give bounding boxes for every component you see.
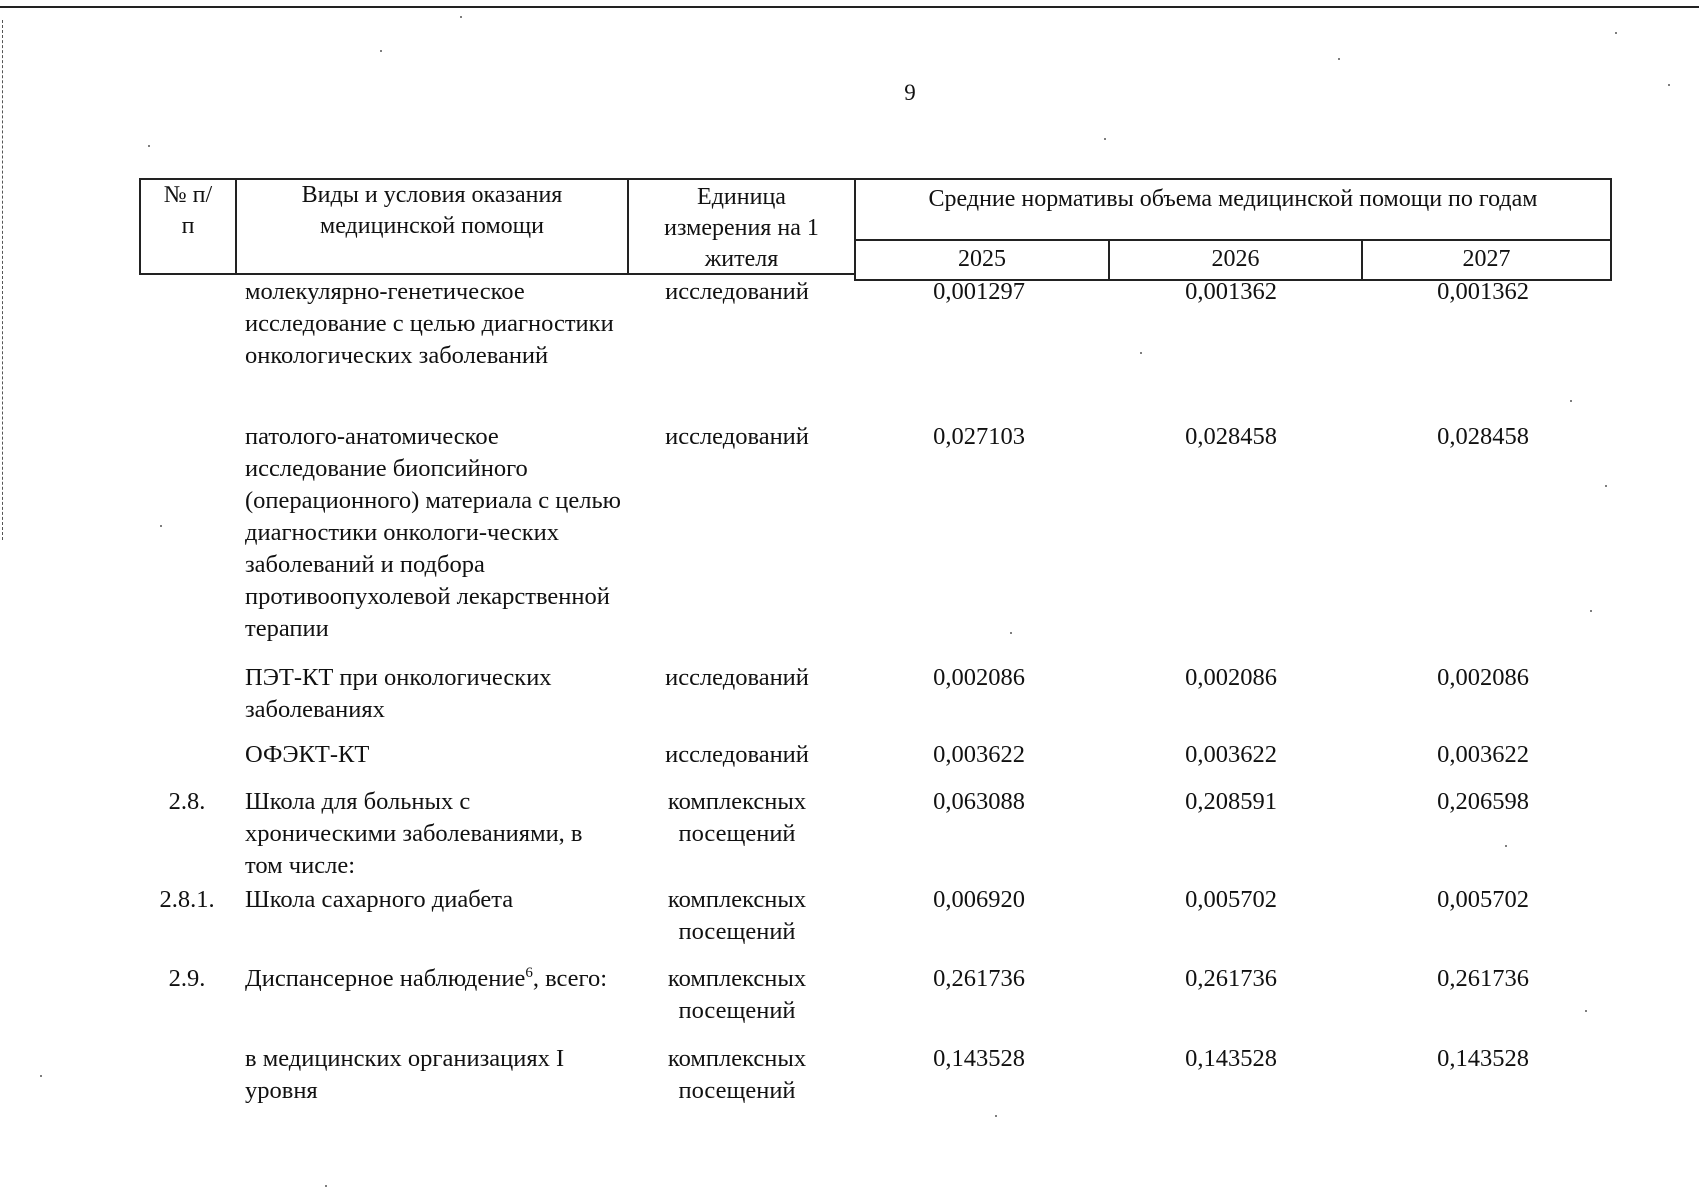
row-value-2025: 0,063088 xyxy=(933,788,1025,815)
header-vline xyxy=(235,178,237,275)
row-unit: комплексных посещений xyxy=(667,965,807,1024)
row-value-2027: 0,206598 xyxy=(1437,788,1529,815)
header-num: № п/п xyxy=(163,182,213,239)
row-unit: комплексных посещений xyxy=(667,788,807,847)
row-value-2027: 0,001362 xyxy=(1437,278,1529,305)
scan-speckle xyxy=(325,1185,327,1187)
row-num: 2.9. xyxy=(168,965,206,992)
row-name: молекулярно-генетическое исследование с целью диагностики онкологических заболеваний xyxy=(245,278,614,369)
header-vline xyxy=(1108,240,1110,281)
row-value-2026: 0,001362 xyxy=(1185,278,1277,305)
row-name-text: Диспансерное наблюдение xyxy=(245,965,526,992)
scan-speckle xyxy=(160,525,162,527)
header-year-2025: 2025 xyxy=(958,246,1006,272)
scan-speckle xyxy=(1505,845,1507,847)
row-value-2026: 0,208591 xyxy=(1185,788,1277,815)
scan-speckle xyxy=(1338,58,1340,60)
row-value-2027: 0,261736 xyxy=(1437,965,1529,992)
scan-speckle xyxy=(1570,400,1572,402)
scan-speckle xyxy=(1585,1010,1587,1012)
row-unit: исследований xyxy=(665,741,809,768)
row-name: Школа для больных с хроническими заболеваниями, в том числе: xyxy=(245,788,583,879)
row-name: ОФЭКТ-КТ xyxy=(245,741,370,768)
row-unit: исследований xyxy=(665,278,809,305)
scan-speckle xyxy=(148,145,150,147)
row-value-2025: 0,003622 xyxy=(933,741,1025,768)
header-name: Виды и условия оказания медицинской помощи xyxy=(301,182,563,239)
row-unit: комплексных посещений xyxy=(667,886,807,945)
scan-speckle xyxy=(1140,352,1142,354)
row-num: 2.8. xyxy=(168,788,206,815)
scan-speckle xyxy=(40,1075,42,1077)
row-value-2027: 0,002086 xyxy=(1437,664,1529,691)
scan-speckle xyxy=(1605,485,1607,487)
scan-speckle xyxy=(460,16,462,18)
row-value-2025: 0,261736 xyxy=(933,965,1025,992)
row-value-2026: 0,143528 xyxy=(1185,1045,1277,1072)
scan-speckle xyxy=(995,1115,997,1117)
row-value-2025: 0,006920 xyxy=(933,886,1025,913)
row-value-2026: 0,002086 xyxy=(1185,664,1277,691)
row-unit: комплексных посещений xyxy=(667,1045,807,1104)
scan-speckle xyxy=(1104,138,1106,140)
header-vline xyxy=(854,178,856,281)
table-header xyxy=(139,178,1612,275)
page-number: 9 xyxy=(904,80,916,105)
header-vline xyxy=(1361,240,1363,281)
row-value-2027: 0,028458 xyxy=(1437,423,1529,450)
row-value-2025: 0,001297 xyxy=(933,278,1025,305)
header-year-2026: 2026 xyxy=(1211,246,1260,272)
row-value-2026: 0,028458 xyxy=(1185,423,1277,450)
row-value-2027: 0,003622 xyxy=(1437,741,1529,768)
row-unit: исследований xyxy=(665,423,809,450)
row-unit: исследований xyxy=(665,664,809,691)
row-value-2025: 0,143528 xyxy=(933,1045,1025,1072)
row-name xyxy=(245,963,625,995)
header-year-2027: 2027 xyxy=(1462,246,1511,272)
header-unit: Единица измерения на 1 жителя xyxy=(664,184,819,272)
row-name: патолого-анатомическое исследование биопсийного (операционного) материала с целью диагностики онкологи-ческих заболеваний и подбора противоопухолевой лекарственной терапии xyxy=(245,423,621,642)
scan-speckle xyxy=(1615,32,1617,34)
footnote-ref: 6 xyxy=(525,964,533,981)
row-name: Школа сахарного диабета xyxy=(245,886,514,913)
top-rule xyxy=(0,6,1699,8)
scan-speckle xyxy=(1010,632,1012,634)
row-value-2025: 0,027103 xyxy=(933,423,1025,450)
row-name: в медицинских организациях I уровня xyxy=(245,1045,565,1104)
header-hline xyxy=(854,239,1612,241)
row-name-suffix: , всего: xyxy=(532,965,608,992)
row-value-2026: 0,003622 xyxy=(1185,741,1277,768)
row-num: 2.8.1. xyxy=(159,886,215,913)
scan-speckle xyxy=(380,50,382,52)
row-name: ПЭТ-КТ при онкологических заболеваниях xyxy=(245,664,552,723)
row-value-2025: 0,002086 xyxy=(933,664,1025,691)
scan-speckle xyxy=(1590,610,1592,612)
scan-speckle xyxy=(1668,84,1670,86)
header-norms: Средние нормативы объема медицинской помощи по годам xyxy=(928,186,1538,212)
header-vline xyxy=(139,178,141,275)
header-vline xyxy=(1610,178,1612,281)
header-vline xyxy=(627,178,629,275)
row-value-2026: 0,261736 xyxy=(1185,965,1277,992)
row-value-2027: 0,005702 xyxy=(1437,886,1529,913)
row-value-2026: 0,005702 xyxy=(1185,886,1277,913)
row-value-2027: 0,143528 xyxy=(1437,1045,1529,1072)
